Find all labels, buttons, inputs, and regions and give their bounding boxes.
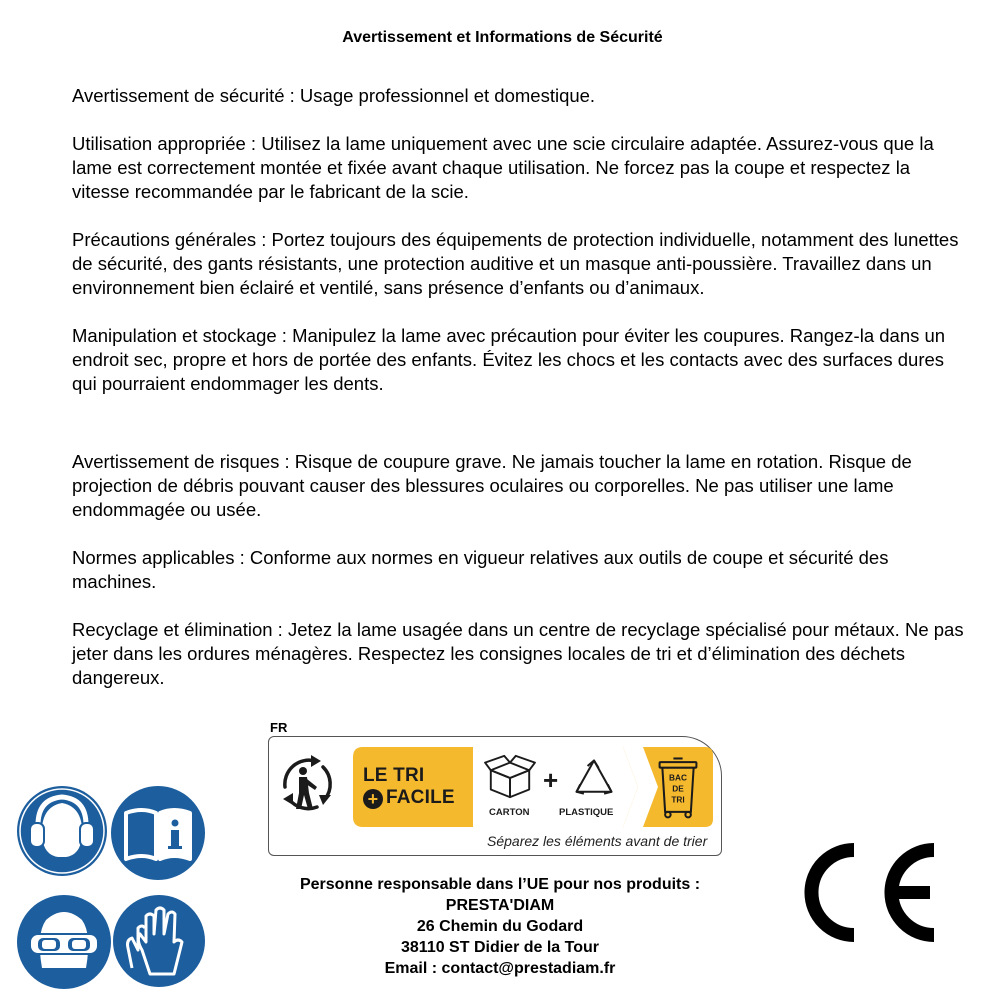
carton-box-icon [481, 753, 539, 801]
eye-protection-icon [16, 894, 112, 990]
plus-icon: + [363, 789, 383, 809]
safety-text [72, 84, 972, 714]
street-address: 26 Chemin du Godard [416, 918, 584, 935]
facile-line [363, 787, 455, 809]
bin-text-bac: BAC [669, 773, 687, 783]
bin-text-tri: TRI [671, 795, 685, 805]
le-tri-facile-text [363, 765, 455, 809]
le-tri-line: LE TRI [363, 765, 425, 786]
triman-frame [268, 736, 722, 856]
paragraph-usage: Avertissement de sécurité : Usage professionnel et domestique. [72, 85, 596, 106]
facile-word: FACILE [386, 787, 455, 808]
responsible-heading: Personne responsable dans l’UE pour nos produits : [299, 876, 701, 893]
plastique-label: PLASTIQUE [559, 807, 614, 818]
paragraph-precautions: Précautions générales : Portez toujours des équipements de protection individuelle, notamment des lunettes de sécurité, des gants résistants, une protection auditive et un masque anti-poussière. Travaillez dans un environnement bien éclairé et ventilé, sans présence d’enfants ou d’animaux. [72, 229, 959, 298]
read-manual-icon [110, 785, 206, 881]
email-contact: Email : contact@prestadiam.fr [384, 960, 616, 977]
sorting-bin-icon [655, 751, 701, 823]
triman-logo-icon [277, 747, 341, 819]
bin-text-de: DE [672, 784, 684, 794]
triman-caption: Séparez les éléments avant de trier [487, 833, 708, 849]
paragraph-proper-use: Utilisation appropriée : Utilisez la lame uniquement avec une scie circulaire adaptée. Assurez-vous que la lame est correctement montée et fixée avant chaque utilisation. Ne forcez pas la coupe et respectez la vitesse recommandée par le fabricant de la scie. [72, 133, 934, 202]
page-title: Avertissement et Informations de Sécurité [342, 29, 663, 46]
carton-label: CARTON [489, 807, 530, 818]
plus-sign: + [543, 765, 559, 795]
triman-info-tri [268, 720, 728, 860]
eu-responsible-person [260, 874, 740, 979]
paragraph-risks: Avertissement de risques : Risque de coupure grave. Ne jamais toucher la lame en rotation. Risque de projection de débris pouvant causer des blessures oculaires ou corporelles. Ne pas utiliser une lame endommagée ou usée. [72, 451, 912, 520]
paragraph-standards: Normes applicables : Conforme aux normes en vigueur relatives aux outils de coupe et sécurité des machines. [72, 547, 889, 592]
country-label: FR [270, 720, 288, 735]
city-address: 38110 ST Didier de la Tour [401, 939, 599, 956]
triman-yellow-band [353, 747, 713, 827]
plastic-recycle-icon [571, 755, 617, 801]
paragraph-handling: Manipulation et stockage : Manipulez la lame avec précaution pour éviter les coupures. Rangez-la dans un endroit sec, propre et hors de portée des enfants. Évitez les chocs et les contacts avec des surfaces dures qui pourraient endommager les dents. [72, 325, 946, 394]
paragraph-recycling: Recyclage et élimination : Jetez la lame usagée dans un centre de recyclage spécialisé pour métaux. Ne pas jeter dans les ordures ménagères. Respectez les consignes locales de tri et d’élimination des déchets dangereux. [72, 619, 964, 688]
gloves-icon [112, 894, 206, 988]
ear-protection-icon [16, 785, 108, 877]
company-name: PRESTA'DIAM [445, 897, 555, 914]
ce-mark-icon [796, 840, 941, 945]
